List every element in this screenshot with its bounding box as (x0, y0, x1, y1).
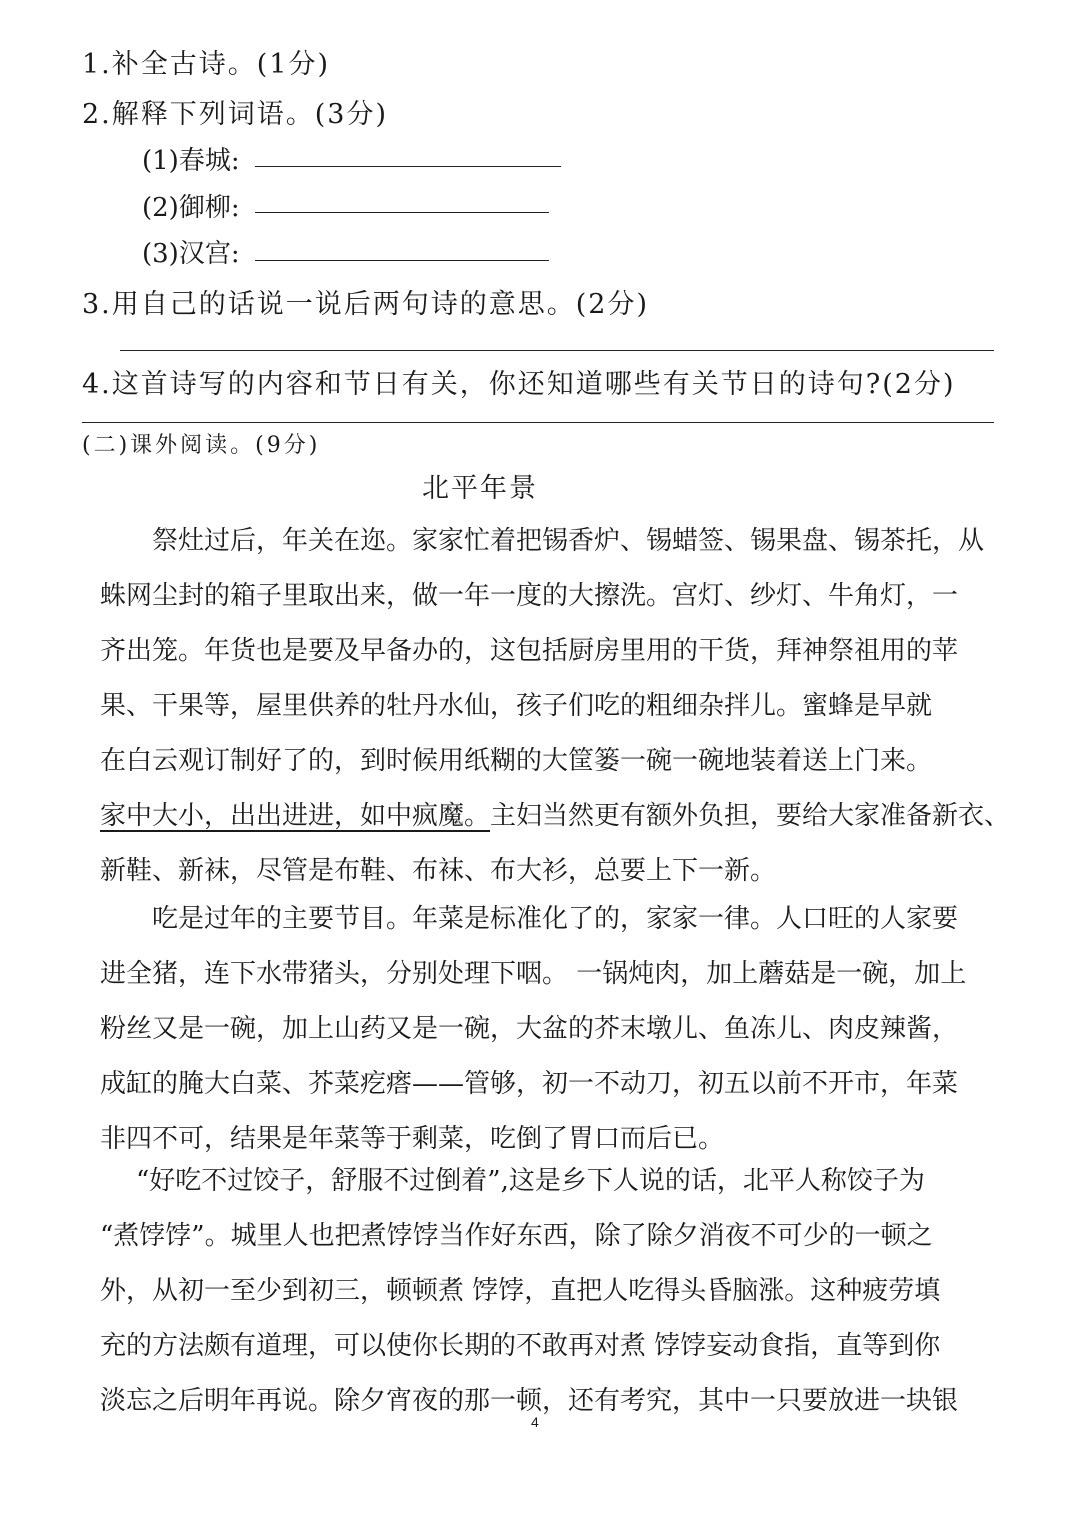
page-number: 4 (531, 1414, 539, 1430)
answer-blank-3[interactable] (255, 260, 549, 261)
paragraph-line: 粉丝又是一碗，加上山药又是一碗，大盆的芥末墩儿、鱼冻儿、肉皮辣酱， (100, 1014, 959, 1044)
question-4: 4.这首诗写的内容和节日有关，你还知道哪些有关节日的诗句?(2分) (82, 369, 956, 400)
paragraph-line: 新鞋、新袜，尽管是布鞋、布袜、布大衫，总要上下一新。 (100, 856, 777, 886)
paragraph-line: 成缸的腌大白菜、芥菜疙瘩——管够，初一不动刀，初五以前不开市，年菜 (100, 1069, 959, 1099)
question-2-item-3: (3)汉宫: (142, 239, 240, 269)
question-3: 3.用自己的话说一说后两句诗的意思。(2分) (82, 289, 650, 320)
question-2-item-2: (2)御柳: (142, 193, 240, 223)
answer-blank-1[interactable] (255, 166, 561, 167)
paragraph-line: 非四不可，结果是年菜等于剩菜，吃倒了胃口而后已。 (100, 1124, 725, 1154)
underlined-sentence: 家中大小，出出进进，如中疯魔。 (100, 801, 491, 831)
paragraph-line: 进全猪，连下水带猪头，分别处理下咽。 一锅炖肉，加上蘑菇是一碗，加上 (100, 959, 967, 989)
paragraph-line: 祭灶过后，年关在迩。家家忙着把锡香炉、锡蜡签、锡果盘、锡茶托，从 (152, 526, 985, 556)
section-heading: (二)课外阅读。(9分) (82, 433, 321, 458)
paragraph-line: 吃是过年的主要节目。年菜是标准化了的，家家一律。人口旺的人家要 (152, 904, 959, 934)
paragraph-line: “好吃不过饺子，舒服不过倒着”,这是乡下人说的话，北平人称饺子为 (136, 1166, 925, 1196)
paragraph-line-with-underline (100, 795, 1010, 832)
paragraph-line: 淡忘之后明年再说。除夕宵夜的那一顿，还有考究，其中一只要放进一块银 (100, 1386, 959, 1416)
paragraph-line: 果、干果等，屋里供养的牡丹水仙，孩子们吃的粗细杂拌儿。蜜蜂是早就 (100, 691, 933, 721)
answer-line-4[interactable] (82, 422, 994, 423)
paragraph-line: “煮饽饽”。城里人也把煮饽饽当作好东西，除了除夕消夜不可少的一顿之 (100, 1221, 933, 1251)
paragraph-line: 充的方法颇有道理，可以使你长期的不敢再对煮 饽饽妄动食指，直等到你 (100, 1331, 941, 1361)
paragraph-line: 齐出笼。年货也是要及早备办的，这包括厨房里用的干货，拜神祭祖用的苹 (100, 636, 959, 666)
question-2-item-1: (1)春城: (142, 146, 240, 176)
paragraph-line: 外，从初一至少到初三，顿顿煮 饽饽，直把人吃得头昏脑涨。这种疲劳填 (100, 1276, 941, 1306)
answer-blank-2[interactable] (255, 212, 549, 213)
paragraph-line: 在白云观订制好了的，到时候用纸糊的大筐篓一碗一碗地装着送上门来。 (100, 746, 933, 776)
paragraph-line: 蛛网尘封的箱子里取出来，做一年一度的大擦洗。宫灯、纱灯、牛角灯，一 (100, 581, 959, 611)
paragraph-text: 主妇当然更有额外负担，要给大家准备新衣、 (490, 801, 1011, 831)
question-1: 1.补全古诗。(1分) (82, 49, 331, 80)
question-2: 2.解释下列词语。(3分) (82, 99, 389, 130)
passage-title: 北平年景 (422, 473, 538, 504)
answer-line-3[interactable] (120, 350, 994, 351)
